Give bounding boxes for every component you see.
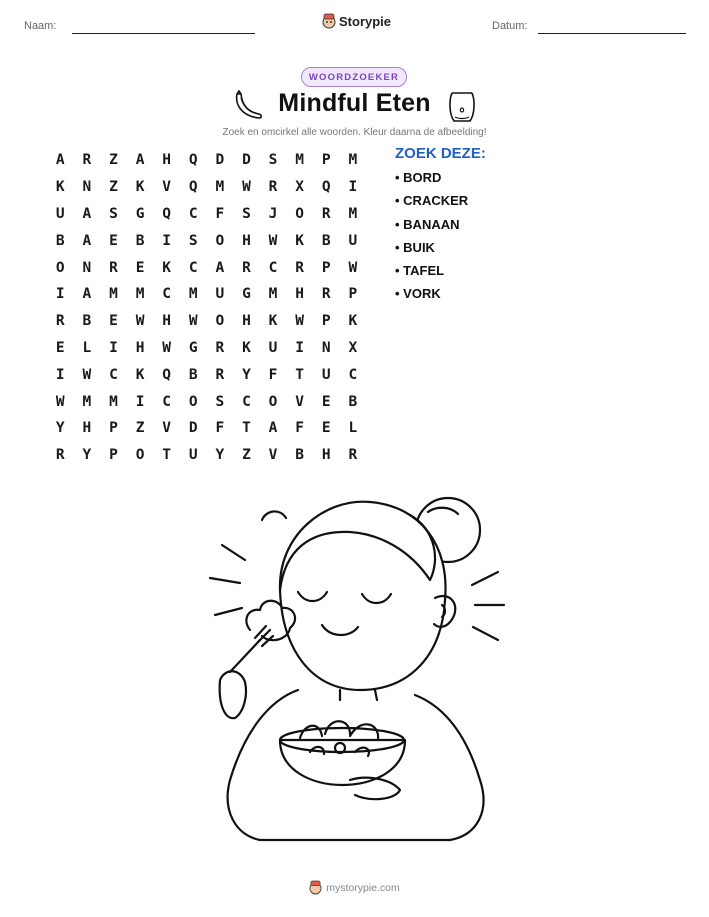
grid-letter[interactable]: W <box>135 313 145 330</box>
grid-letter[interactable]: P <box>348 286 358 303</box>
grid-letter[interactable]: R <box>215 366 225 383</box>
grid-letter[interactable]: P <box>321 152 331 169</box>
grid-letter[interactable]: A <box>135 152 145 169</box>
grid-letter[interactable]: R <box>268 179 278 196</box>
grid-letter[interactable]: Y <box>242 366 251 383</box>
grid-letter[interactable]: T <box>242 420 251 437</box>
grid-letter[interactable]: R <box>55 313 65 330</box>
grid-letter[interactable]: N <box>82 179 92 196</box>
grid-letter[interactable]: R <box>321 286 331 303</box>
grid-letter[interactable]: F <box>268 366 278 383</box>
grid-letter[interactable]: M <box>82 393 92 410</box>
grid-letter[interactable]: B <box>348 393 358 410</box>
grid-letter[interactable]: U <box>55 205 65 222</box>
grid-letter[interactable]: S <box>242 205 251 222</box>
grid-letter[interactable]: V <box>162 179 172 196</box>
grid-letter[interactable]: B <box>295 447 304 464</box>
grid-letter[interactable]: C <box>268 259 278 276</box>
grid-letter[interactable]: A <box>82 205 92 222</box>
grid-letter[interactable]: B <box>135 232 145 249</box>
grid-letter[interactable]: O <box>55 259 65 276</box>
word-list-item: • TAFEL <box>395 263 445 279</box>
grid-letter[interactable]: H <box>135 339 145 356</box>
grid-letter[interactable]: Y <box>82 447 92 464</box>
grid-letter[interactable]: H <box>162 313 172 330</box>
grid-letter[interactable]: C <box>162 286 172 303</box>
footer <box>0 880 709 895</box>
grid-letter[interactable]: H <box>242 232 251 249</box>
grid-letter[interactable]: P <box>321 313 331 330</box>
grid-letter[interactable]: G <box>135 205 145 222</box>
grid-letter[interactable]: F <box>215 205 225 222</box>
storypie-mascot-icon <box>309 880 322 895</box>
grid-letter[interactable]: Z <box>109 179 118 196</box>
grid-letter[interactable]: R <box>215 339 225 356</box>
grid-letter[interactable]: M <box>215 179 225 196</box>
grid-letter[interactable]: J <box>268 205 278 222</box>
grid-letter[interactable]: I <box>162 232 172 249</box>
grid-letter[interactable]: U <box>188 447 198 464</box>
grid-letter[interactable]: S <box>109 205 118 222</box>
grid-letter[interactable]: K <box>135 179 145 196</box>
grid-letter[interactable]: O <box>215 313 225 330</box>
grid-letter[interactable]: Q <box>162 205 172 222</box>
grid-letter[interactable]: A <box>268 420 278 437</box>
grid-letter[interactable]: N <box>321 339 331 356</box>
grid-letter[interactable]: P <box>109 447 118 464</box>
grid-letter[interactable]: Q <box>162 366 172 383</box>
grid-letter[interactable]: M <box>348 152 358 169</box>
grid-letter[interactable]: Z <box>135 420 145 437</box>
grid-letter[interactable]: K <box>242 339 251 356</box>
word-list-item: • BUIK <box>395 239 435 255</box>
grid-letter[interactable]: W <box>242 179 251 196</box>
grid-letter[interactable]: S <box>188 232 198 249</box>
grid-letter[interactable]: H <box>82 420 92 437</box>
grid-letter[interactable]: K <box>268 313 278 330</box>
grid-letter[interactable]: H <box>242 313 251 330</box>
grid-letter[interactable]: S <box>268 152 278 169</box>
grid-letter[interactable]: I <box>135 393 145 410</box>
grid-letter[interactable]: V <box>162 420 172 437</box>
grid-letter[interactable]: R <box>55 447 65 464</box>
grid-letter[interactable]: O <box>295 205 304 222</box>
word-list <box>395 145 486 310</box>
grid-letter[interactable]: Q <box>321 179 331 196</box>
belly-icon <box>446 90 478 124</box>
grid-letter[interactable]: L <box>82 339 92 356</box>
grid-letter[interactable]: O <box>188 393 198 410</box>
brand-logo <box>322 13 391 29</box>
grid-letter[interactable]: H <box>295 286 304 303</box>
grid-letter[interactable]: U <box>321 366 331 383</box>
grid-letter[interactable]: M <box>188 286 198 303</box>
grid-letter[interactable]: C <box>188 259 198 276</box>
word-list-item: • BORD <box>395 170 442 185</box>
grid-letter[interactable]: I <box>109 339 118 356</box>
grid-letter[interactable]: E <box>321 420 331 437</box>
worksheet-header <box>0 0 709 50</box>
brand-name: Storypie <box>339 13 392 29</box>
girl-eating-salad-illustration <box>200 490 510 855</box>
grid-letter[interactable]: R <box>295 259 304 276</box>
grid-letter[interactable]: Z <box>242 447 251 464</box>
grid-letter[interactable]: X <box>348 339 358 356</box>
grid-letter[interactable]: M <box>135 286 145 303</box>
grid-letter[interactable]: W <box>55 393 65 410</box>
grid-letter[interactable]: W <box>188 313 198 330</box>
grid-letter[interactable]: H <box>162 152 172 169</box>
storypie-mascot-icon <box>322 13 336 29</box>
grid-letter[interactable]: B <box>55 232 65 249</box>
grid-letter[interactable]: E <box>109 313 118 330</box>
grid-letter[interactable]: D <box>215 152 225 169</box>
grid-letter[interactable]: A <box>82 286 92 303</box>
grid-letter[interactable]: Z <box>109 152 118 169</box>
grid-letter[interactable]: X <box>295 179 304 196</box>
grid-letter[interactable]: M <box>268 286 278 303</box>
grid-letter[interactable]: W <box>348 259 358 276</box>
grid-letter[interactable]: I <box>55 366 65 383</box>
grid-letter[interactable]: A <box>55 152 65 169</box>
grid-letter[interactable]: A <box>215 259 225 276</box>
grid-letter[interactable]: B <box>188 366 198 383</box>
grid-letter[interactable]: Y <box>55 420 65 437</box>
date-label: Datum: <box>492 20 528 32</box>
word-search-grid[interactable] <box>47 147 366 469</box>
grid-letter[interactable]: E <box>321 393 331 410</box>
grid-letter[interactable]: K <box>55 179 65 196</box>
grid-letter[interactable]: E <box>135 259 145 276</box>
grid-letter[interactable]: N <box>82 259 92 276</box>
grid-letter[interactable]: T <box>162 447 172 464</box>
grid-letter[interactable]: R <box>109 259 118 276</box>
grid-letter[interactable]: U <box>268 339 278 356</box>
grid-letter[interactable]: T <box>295 366 304 383</box>
grid-letter[interactable]: W <box>295 313 304 330</box>
grid-letter[interactable]: S <box>215 393 225 410</box>
grid-letter[interactable]: M <box>295 152 304 169</box>
grid-letter[interactable]: F <box>295 420 304 437</box>
grid-letter[interactable]: O <box>215 232 225 249</box>
name-line[interactable] <box>72 33 255 34</box>
grid-letter[interactable]: P <box>321 259 331 276</box>
grid-letter[interactable]: E <box>55 339 65 356</box>
grid-letter[interactable]: Q <box>188 152 198 169</box>
grid-letter[interactable]: G <box>188 339 198 356</box>
grid-letter[interactable]: D <box>188 420 198 437</box>
grid-letter[interactable]: I <box>55 286 65 303</box>
word-list-item: • VORK <box>395 286 441 302</box>
grid-letter[interactable]: B <box>82 313 92 330</box>
grid-letter[interactable]: W <box>82 366 92 383</box>
grid-letter[interactable]: W <box>268 232 278 249</box>
page-title: Mindful Eten <box>278 89 431 117</box>
grid-letter[interactable]: R <box>242 259 251 276</box>
grid-letter[interactable]: F <box>215 420 225 437</box>
grid-letter[interactable]: M <box>348 205 358 222</box>
grid-letter[interactable]: C <box>162 393 172 410</box>
grid-letter[interactable]: H <box>321 447 331 464</box>
grid-letter[interactable]: R <box>321 205 331 222</box>
name-label: Naam: <box>24 20 57 32</box>
grid-letter[interactable]: V <box>295 393 304 410</box>
grid-letter[interactable]: V <box>268 447 278 464</box>
grid-letter[interactable]: E <box>109 232 118 249</box>
instructions: Zoek en omcirkel alle woorden. Kleur daarna de afbeelding! <box>222 127 487 138</box>
grid-letter[interactable]: B <box>321 232 331 249</box>
grid-letter[interactable]: C <box>348 366 358 383</box>
date-line[interactable] <box>538 33 686 34</box>
grid-letter[interactable]: K <box>135 366 145 383</box>
grid-letter[interactable]: O <box>135 447 145 464</box>
grid-letter[interactable]: K <box>162 259 172 276</box>
grid-letter[interactable]: U <box>215 286 225 303</box>
category-badge: WOORDZOEKER <box>301 67 407 87</box>
grid-letter[interactable]: D <box>242 152 251 169</box>
grid-letter[interactable]: K <box>348 313 358 330</box>
title-row <box>0 89 709 125</box>
grid-letter[interactable]: O <box>268 393 278 410</box>
grid-letter[interactable]: G <box>242 286 251 303</box>
word-list-item: • BANAAN <box>395 216 460 232</box>
grid-letter[interactable]: I <box>295 339 304 356</box>
grid-letter[interactable]: Y <box>215 447 225 464</box>
grid-letter[interactable]: W <box>162 339 172 356</box>
word-list-title: ZOEK DEZE: <box>395 145 486 162</box>
grid-letter[interactable]: M <box>109 286 118 303</box>
grid-letter[interactable]: U <box>348 232 358 249</box>
grid-letter[interactable]: R <box>82 152 92 169</box>
grid-letter[interactable]: Q <box>188 179 198 196</box>
grid-letter[interactable]: R <box>348 447 358 464</box>
grid-letter[interactable]: C <box>242 393 251 410</box>
grid-letter[interactable]: M <box>109 393 118 410</box>
grid-letter[interactable]: C <box>109 366 118 383</box>
word-list-item: • CRACKER <box>395 193 469 209</box>
grid-letter[interactable]: I <box>348 179 358 196</box>
grid-letter[interactable]: L <box>348 420 358 437</box>
grid-letter[interactable]: K <box>295 232 304 249</box>
grid-letter[interactable]: A <box>82 232 92 249</box>
grid-letter[interactable]: P <box>109 420 118 437</box>
footer-url[interactable]: mystorypie.com <box>326 881 400 894</box>
grid-letter[interactable]: C <box>188 205 198 222</box>
